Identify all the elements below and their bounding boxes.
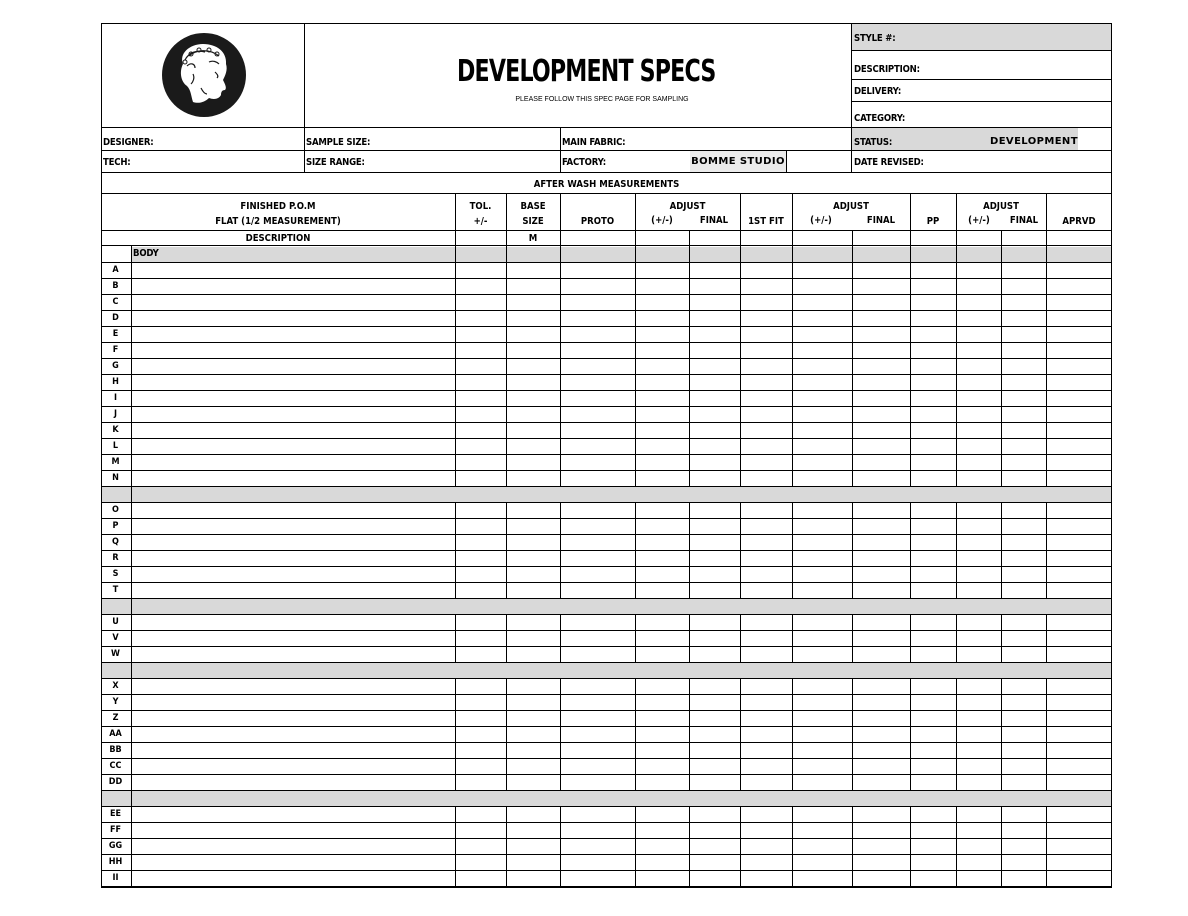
description-cell[interactable]	[132, 535, 455, 550]
description-cell[interactable]	[132, 439, 455, 454]
description-cell[interactable]	[132, 407, 455, 422]
group-header-row	[132, 663, 1111, 678]
row-label: CC	[109, 761, 122, 771]
plus-minus-header-3: (+/-)	[968, 215, 990, 226]
logo	[161, 32, 247, 118]
tol-header-line1: TOL.	[469, 201, 492, 212]
row-label: DD	[108, 777, 123, 787]
row-label: AA	[109, 729, 122, 739]
description-cell[interactable]	[132, 359, 455, 374]
row-label: V	[112, 633, 119, 643]
adjust-header-2: ADJUST	[833, 201, 869, 212]
final-header-2: FINAL	[866, 215, 896, 226]
row-label: K	[112, 425, 119, 435]
status-label: STATUS:	[854, 137, 893, 148]
row-label: Q	[112, 537, 119, 547]
body-section-label: BODY	[133, 248, 159, 259]
row-label: C	[112, 297, 119, 307]
description-label: DESCRIPTION:	[854, 64, 920, 75]
base-size-header-line1: BASE	[520, 201, 546, 212]
delivery-label: DELIVERY:	[854, 86, 902, 97]
description-cell[interactable]	[132, 727, 455, 742]
row-label: H	[112, 377, 119, 387]
page-title: DEVELOPMENT SPECS	[457, 54, 716, 89]
aprvd-header: APRVD	[1062, 216, 1096, 227]
group-header-row	[132, 791, 1111, 806]
description-cell[interactable]	[132, 567, 455, 582]
description-cell[interactable]	[132, 615, 455, 630]
description-cell[interactable]	[132, 823, 455, 838]
sample-size-label: SAMPLE SIZE:	[306, 137, 371, 148]
final-header-1: FINAL	[699, 215, 729, 226]
description-cell[interactable]	[132, 871, 455, 886]
group-header-cell	[102, 599, 131, 614]
plus-minus-header-2: (+/-)	[810, 215, 832, 226]
row-label: G	[112, 361, 119, 371]
description-cell[interactable]	[132, 839, 455, 854]
row-label: U	[112, 617, 119, 627]
row-label: O	[112, 505, 119, 515]
description-cell[interactable]	[132, 423, 455, 438]
description-cell[interactable]	[132, 503, 455, 518]
row-label: E	[112, 329, 119, 339]
row-label: GG	[108, 841, 123, 851]
description-cell[interactable]	[132, 743, 455, 758]
row-label: Z	[112, 713, 119, 723]
description-cell[interactable]	[132, 711, 455, 726]
category-label: CATEGORY:	[854, 113, 906, 124]
description-cell[interactable]	[132, 455, 455, 470]
designer-label: DESIGNER:	[103, 137, 154, 148]
row-label: J	[113, 409, 117, 419]
description-cell[interactable]	[132, 647, 455, 662]
factory-value: BOMME STUDIO	[691, 156, 785, 167]
row-label: N	[112, 473, 119, 483]
description-cell[interactable]	[132, 759, 455, 774]
row-label: I	[113, 393, 117, 403]
group-header-row	[132, 247, 1111, 262]
plus-minus-header-1: (+/-)	[651, 215, 673, 226]
description-cell[interactable]	[132, 327, 455, 342]
tech-label: TECH:	[103, 157, 131, 168]
description-cell[interactable]	[132, 391, 455, 406]
row-label: EE	[109, 809, 122, 819]
classical-bust-icon	[161, 32, 247, 118]
factory-label: FACTORY:	[562, 157, 606, 168]
description-cell[interactable]	[132, 583, 455, 598]
description-cell[interactable]	[132, 279, 455, 294]
main-fabric-label: MAIN FABRIC:	[562, 137, 626, 148]
base-size-header-line2: SIZE	[522, 216, 544, 227]
row-label: HH	[108, 857, 123, 867]
description-header: DESCRIPTION	[245, 233, 311, 244]
description-cell[interactable]	[132, 295, 455, 310]
row-label: P	[112, 521, 119, 531]
description-cell[interactable]	[132, 343, 455, 358]
final-header-3: FINAL	[1009, 215, 1039, 226]
date-revised-label: DATE REVISED:	[854, 157, 924, 168]
row-label: FF	[109, 825, 122, 835]
section-title: AFTER WASH MEASUREMENTS	[533, 179, 680, 190]
group-header-cell	[102, 487, 131, 502]
pom-header-line2: FLAT (1/2 MEASUREMENT)	[215, 216, 341, 227]
proto-header: PROTO	[580, 216, 615, 227]
description-cell[interactable]	[132, 679, 455, 694]
description-cell[interactable]	[132, 855, 455, 870]
group-header-row	[132, 599, 1111, 614]
group-header-cell	[102, 791, 131, 806]
description-cell[interactable]	[132, 311, 455, 326]
page-subtitle: PLEASE FOLLOW THIS SPEC PAGE FOR SAMPLING	[515, 96, 689, 103]
status-value: DEVELOPMENT	[990, 136, 1078, 147]
row-label: S	[112, 569, 119, 579]
row-label: X	[112, 681, 119, 691]
adjust-header-1: ADJUST	[669, 201, 706, 212]
pom-header-line1: FINISHED P.O.M	[240, 201, 316, 212]
row-label: II	[112, 873, 119, 883]
group-header-cell	[102, 663, 131, 678]
row-label: L	[112, 441, 119, 451]
description-cell[interactable]	[132, 471, 455, 486]
row-label: BB	[109, 745, 122, 755]
description-cell[interactable]	[132, 631, 455, 646]
row-label: R	[112, 553, 119, 563]
first-fit-header: 1ST FIT	[748, 216, 784, 227]
description-cell[interactable]	[132, 551, 455, 566]
style-number-label: STYLE #:	[854, 33, 896, 44]
row-label: M	[111, 457, 120, 467]
tol-header-line2: +/-	[473, 216, 488, 227]
adjust-header-3: ADJUST	[983, 201, 1019, 212]
description-cell[interactable]	[132, 807, 455, 822]
description-cell[interactable]	[132, 375, 455, 390]
row-label: Y	[112, 697, 119, 707]
row-label: F	[112, 345, 119, 355]
description-cell[interactable]	[132, 519, 455, 534]
row-label: A	[112, 265, 119, 275]
description-cell[interactable]	[132, 695, 455, 710]
base-size-value: M	[528, 233, 538, 244]
description-cell[interactable]	[132, 263, 455, 278]
group-header-row	[132, 487, 1111, 502]
row-label: B	[112, 281, 119, 291]
row-label: D	[112, 313, 119, 323]
pp-header: PP	[926, 216, 940, 227]
row-label: T	[112, 585, 119, 595]
description-cell[interactable]	[132, 775, 455, 790]
size-range-label: SIZE RANGE:	[306, 157, 365, 168]
row-label: W	[111, 649, 120, 659]
